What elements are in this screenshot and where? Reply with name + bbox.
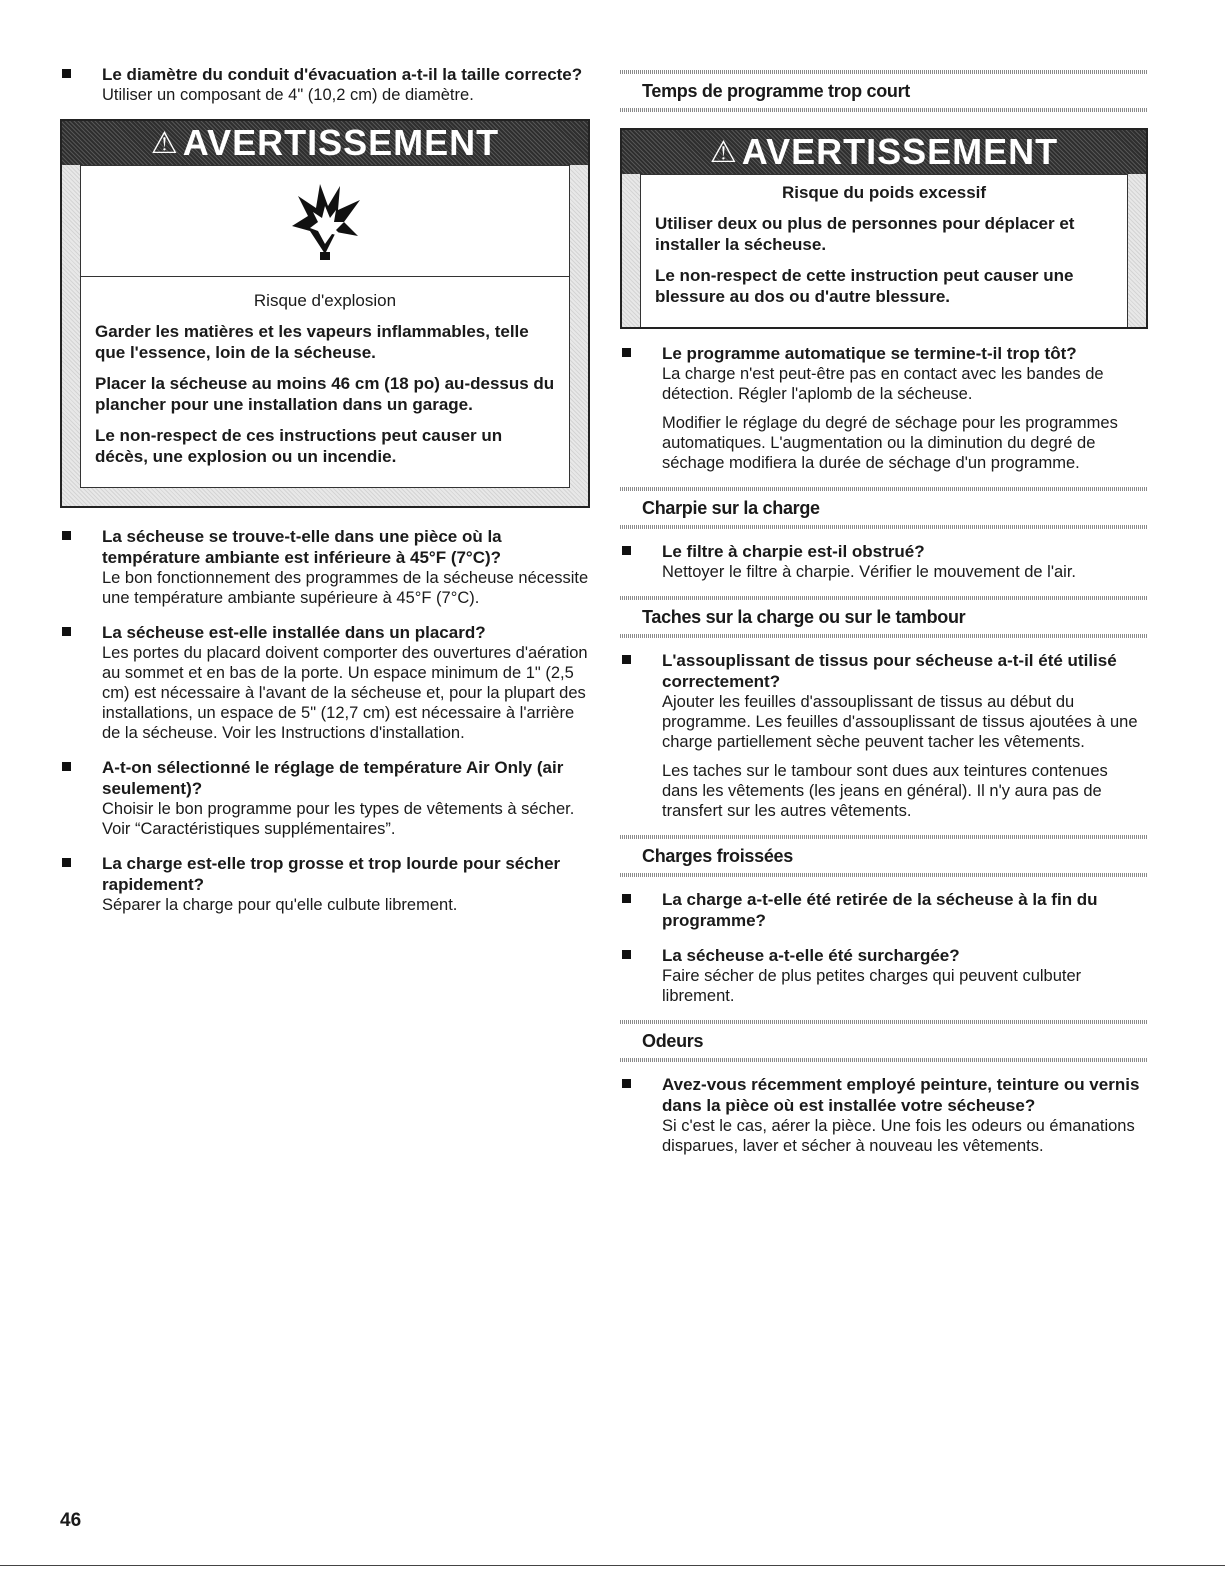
question: La sécheuse se trouve-t-elle dans une pièce où la température ambiante est inférieure à 45°F (7°C)? — [102, 527, 502, 567]
warning-box-weight — [620, 128, 1148, 329]
dotted-rule — [620, 108, 1148, 112]
list-item — [620, 889, 1148, 931]
bullet-icon — [622, 894, 631, 903]
warning-content — [640, 174, 1128, 327]
section-header — [620, 487, 1148, 529]
section-title: Temps de programme trop court — [642, 81, 911, 101]
bullet-icon — [622, 348, 631, 357]
bullet-icon — [622, 1079, 631, 1088]
warning-title: AVERTISSEMENT — [182, 122, 500, 163]
list-item — [620, 650, 1148, 821]
dotted-rule — [620, 1058, 1148, 1062]
warning-paragraph: Le non-respect de ces instructions peut causer un décès, une explosion ou un incendie. — [95, 426, 503, 466]
bullet-icon — [62, 627, 71, 636]
question: L'assouplissant de tissus pour sécheuse a-t-il été utilisé correctement? — [662, 651, 1117, 691]
answer: Les taches sur le tambour sont dues aux teintures contenues dans les vêtements (les jeans en général). Il n'y aura pas de transfert sur les autres vêtements. — [662, 762, 1108, 820]
warning-paragraph: Le non-respect de cette instruction peut causer une blessure au dos ou d'autre blessure. — [655, 266, 1074, 306]
section-title: Odeurs — [642, 1031, 704, 1051]
bullet-icon — [62, 69, 71, 78]
dotted-rule — [620, 525, 1148, 529]
answer: La charge n'est peut-être pas en contact avec les bandes de détection. Régler l'aplomb de la sécheuse. — [662, 365, 1104, 403]
question: La sécheuse a-t-elle été surchargée? — [662, 946, 960, 965]
risk-label: Risque d'explosion — [253, 291, 397, 310]
bullet-icon — [622, 655, 631, 664]
answer: Ajouter les feuilles d'assouplissant de tissus au début du programme. Les feuilles d'assouplissant de tissus ajoutées à une charge partiellement sèche peuvent tacher les vêtements. — [662, 693, 1138, 751]
question: Le diamètre du conduit d'évacuation a-t-il la taille correcte? — [102, 65, 583, 84]
section-header — [620, 596, 1148, 638]
explosion-pictogram — [81, 166, 569, 277]
section-header — [620, 1020, 1148, 1062]
list-item — [620, 945, 1148, 1006]
left-column — [60, 64, 590, 929]
list-item — [60, 64, 590, 105]
right-column — [620, 70, 1148, 1170]
list-item — [60, 853, 590, 915]
warning-header — [622, 130, 1146, 174]
page-number: 46 — [60, 1510, 82, 1531]
answer: Utiliser un composant de 4" (10,2 cm) de diamètre. — [102, 86, 474, 104]
bullet-icon — [622, 546, 631, 555]
bottom-rule — [0, 1565, 1225, 1566]
list-item — [620, 541, 1148, 582]
question: La charge a-t-elle été retirée de la sécheuse à la fin du programme? — [662, 890, 1098, 930]
answer: Séparer la charge pour qu'elle culbute librement. — [102, 896, 458, 914]
bullet-icon — [62, 858, 71, 867]
list-item — [620, 343, 1148, 473]
bullet-icon — [622, 950, 631, 959]
section-title: Charges froissées — [642, 846, 793, 866]
question: A-t-on sélectionné le réglage de température Air Only (air seulement)? — [102, 758, 564, 798]
bullet-icon — [62, 531, 71, 540]
bullet-icon — [62, 762, 71, 771]
warning-paragraph: Utiliser deux ou plus de personnes pour déplacer et installer la sécheuse. — [655, 214, 1075, 254]
question: La sécheuse est-elle installée dans un placard? — [102, 623, 486, 642]
list-item — [60, 622, 590, 743]
warning-content — [80, 165, 570, 488]
list-item — [620, 1074, 1148, 1156]
warning-body — [81, 277, 569, 487]
dotted-rule — [620, 873, 1148, 877]
dotted-rule — [620, 634, 1148, 638]
list-item — [60, 757, 590, 839]
answer: Choisir le bon programme pour les types de vêtements à sécher. Voir “Caractéristiques supplémentaires”. — [102, 800, 575, 838]
question: Le programme automatique se termine-t-il trop tôt? — [662, 344, 1077, 363]
warning-triangle-icon: ⚠ — [150, 126, 179, 160]
warning-header — [62, 121, 588, 165]
warning-paragraph: Garder les matières et les vapeurs inflammables, telle que l'essence, loin de la sécheuse. — [95, 322, 529, 362]
question: La charge est-elle trop grosse et trop lourde pour sécher rapidement? — [102, 854, 561, 894]
answer: Le bon fonctionnement des programmes de la sécheuse nécessite une température ambiante supérieure à 45°F (7°C). — [102, 569, 589, 607]
list-item — [60, 526, 590, 608]
section-header — [620, 835, 1148, 877]
warning-paragraph: Placer la sécheuse au moins 46 cm (18 po) au-dessus du plancher pour une installation dans un garage. — [95, 374, 555, 414]
section-title: Charpie sur la charge — [642, 498, 820, 518]
explosion-icon — [280, 176, 370, 266]
answer: Faire sécher de plus petites charges qui peuvent culbuter librement. — [662, 967, 1082, 1005]
section-title: Taches sur la charge ou sur le tambour — [642, 607, 966, 627]
warning-title: AVERTISSEMENT — [741, 131, 1059, 172]
answer: Les portes du placard doivent comporter des ouvertures d'aération au sommet et en bas de la porte. Un espace minimum de 1" (2,5 cm) est nécessaire à l'avant de la sécheuse et, pour la plupart des installations, un espace de 5" (12,7 cm) est nécessaire à l'arrière de la sécheuse. Voir les Instructions d'installation. — [102, 644, 588, 742]
question: Avez-vous récemment employé peinture, teinture ou vernis dans la pièce où est installée votre sécheuse? — [662, 1075, 1140, 1115]
risk-label: Risque du poids excessif — [781, 183, 987, 202]
warning-box-explosion — [60, 119, 590, 508]
question: Le filtre à charpie est-il obstrué? — [662, 542, 925, 561]
answer: Nettoyer le filtre à charpie. Vérifier le mouvement de l'air. — [662, 563, 1076, 581]
answer: Si c'est le cas, aérer la pièce. Une fois les odeurs ou émanations disparues, laver et sécher à nouveau les vêtements. — [662, 1117, 1135, 1155]
section-header — [620, 70, 1148, 112]
warning-body — [641, 175, 1127, 327]
warning-triangle-icon: ⚠ — [709, 135, 738, 169]
answer: Modifier le réglage du degré de séchage pour les programmes automatiques. L'augmentation ou la diminution du degré de séchage modifiera la durée de séchage d'un programme. — [662, 414, 1118, 472]
